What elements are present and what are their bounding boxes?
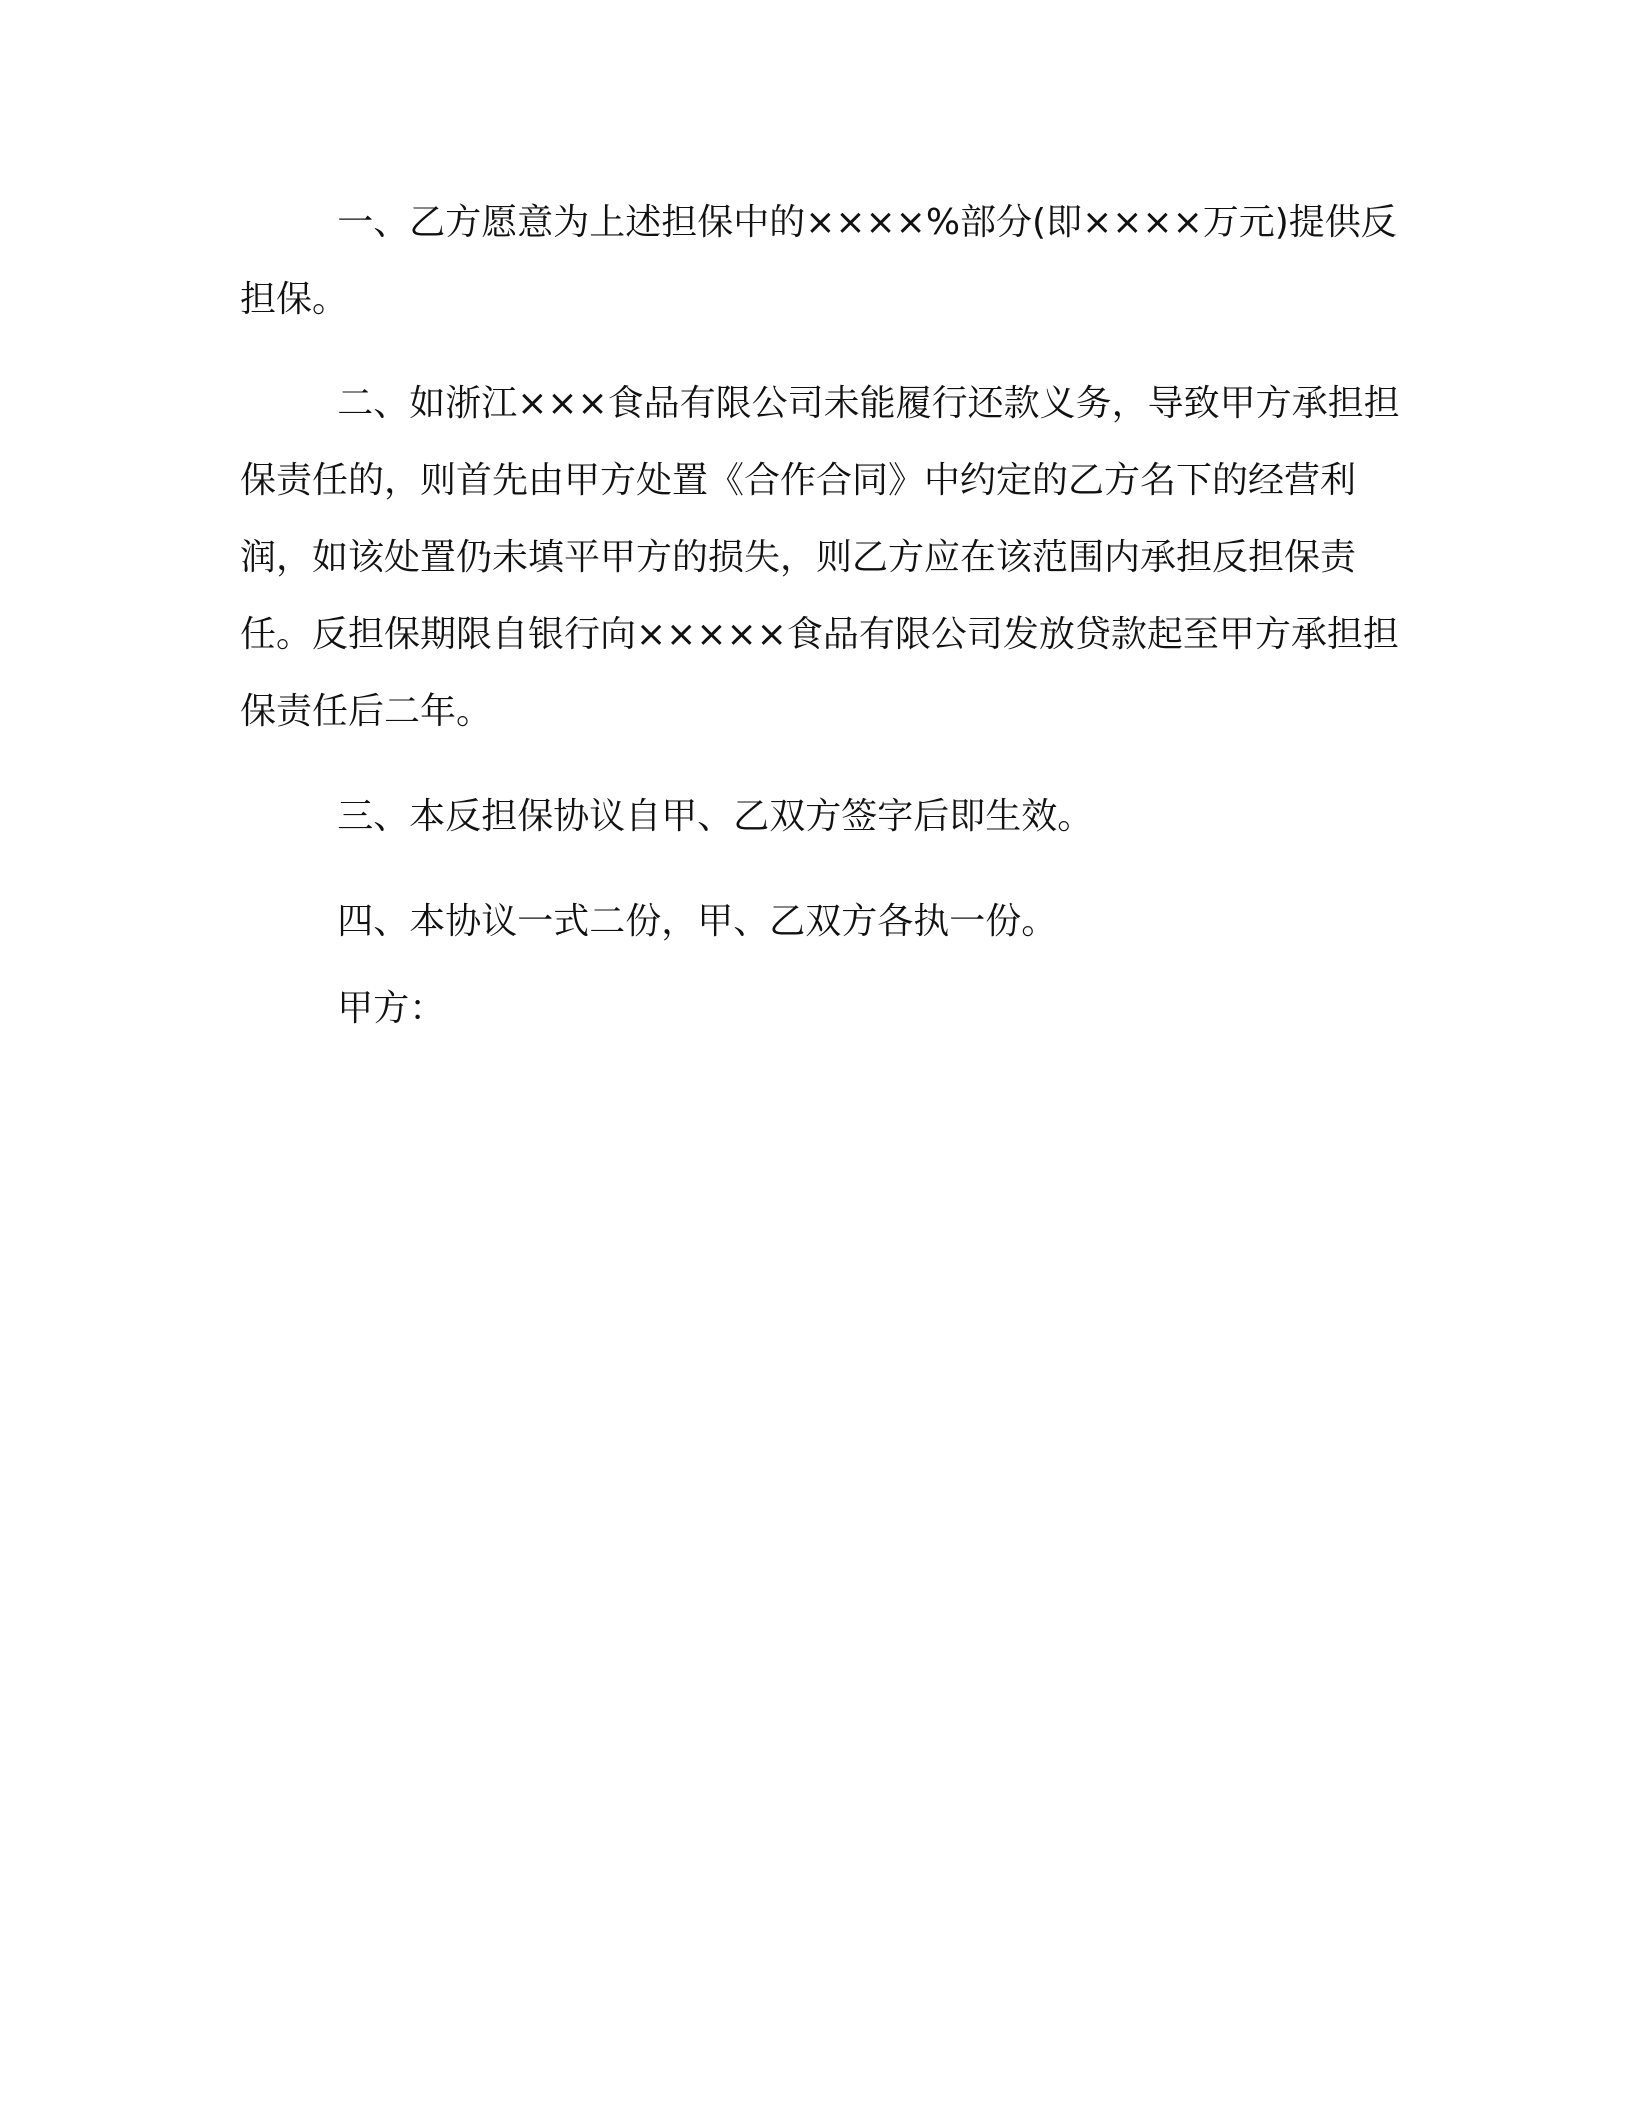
clause-1: 一、乙方愿意为上述担保中的××××%部分(即××××万元)提供反担保。 xyxy=(240,202,1397,320)
clause-4: 四、本协议一式二份，甲、乙双方各执一份。 xyxy=(337,901,1058,942)
clause-3: 三、本反担保协议自甲、乙双方签字后即生效。 xyxy=(337,796,1094,837)
party-a-signature-label: 甲方： xyxy=(337,988,446,1029)
document-body xyxy=(240,184,1400,1047)
clause-2: 二、如浙江×××食品有限公司未能履行还款义务，导致甲方承担担保责任的，则首先由甲方处置《合作合同》中约定的乙方名下的经营利润，如该处置仍未填平甲方的损失，则乙方应在该范围内承担反担保责任。反担保期限自银行向×××××食品有限公司发放贷款起至甲方承担担保责任后二年。 xyxy=(240,383,1400,732)
